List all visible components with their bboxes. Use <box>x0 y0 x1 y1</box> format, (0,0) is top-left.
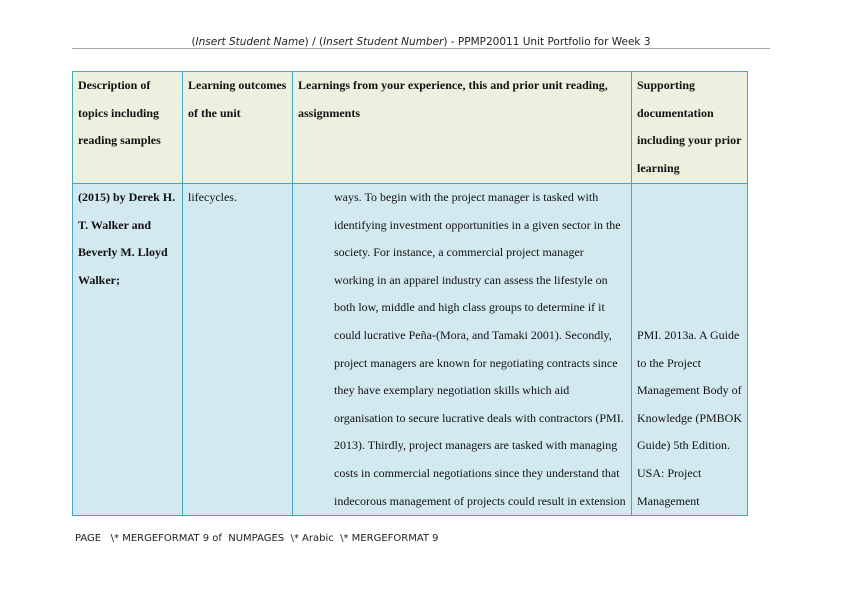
learnings-line: society. For instance, a commercial project manager <box>334 245 584 260</box>
learnings-line: project managers are known for negotiating contracts since <box>334 355 618 370</box>
page-footer: PAGE \* MERGEFORMAT 9 of NUMPAGES \* Arabic \* MERGEFORMAT 9 <box>75 533 439 544</box>
learnings-line: could lucrative Peña-(Mora, and Tamaki 2001). Secondly, <box>334 327 612 342</box>
learnings-line: both low, middle and high class groups to determine if it <box>334 300 605 315</box>
documentation-text: PMI. 2013a. A Guide to the Project Management Body of Knowledge (PMBOK Guide) 5th Edition. USA: Project Management <box>637 328 742 508</box>
cell-documentation <box>632 184 748 516</box>
learnings-line: organisation to secure lucrative deals with contractors (PMI. <box>334 410 624 425</box>
table-header-row <box>73 72 748 184</box>
header-divider <box>72 48 770 49</box>
header-separator: ) / ( <box>304 36 324 48</box>
learnings-line: indecorous management of projects could result in extension <box>334 493 626 508</box>
learnings-line: working in an apparel industry can assess the lifestyle on <box>334 272 608 287</box>
header-title: ) - PPMP20011 Unit Portfolio for Week 3 <box>443 36 651 48</box>
page-header <box>72 36 770 48</box>
header-cell-outcomes: Learning outcomes of the unit <box>183 72 293 184</box>
learnings-line: they have exemplary negotiation skills which aid <box>334 383 570 398</box>
portfolio-table <box>72 71 748 516</box>
documentation-spacer <box>637 184 742 322</box>
header-cell-learnings: Learnings from your experience, this and prior unit reading, assignments <box>293 72 632 184</box>
student-name-placeholder: Insert Student Name <box>195 36 305 48</box>
header-prefix: ( <box>191 36 196 48</box>
cell-description: (2015) by Derek H. T. Walker and Beverly M. Lloyd Walker; <box>73 184 183 516</box>
learnings-line: costs in commercial negotiations since they understand that <box>334 465 620 480</box>
header-cell-description: Description of topics including reading samples <box>73 72 183 184</box>
student-number-placeholder: Insert Student Number <box>323 36 444 48</box>
table-row <box>73 184 748 516</box>
learnings-line: 2013). Thirdly, project managers are tasked with managing <box>334 438 618 453</box>
cell-learnings <box>293 184 632 516</box>
header-cell-documentation: Supporting documentation including your prior learning <box>632 72 748 184</box>
learnings-line: identifying investment opportunities in a given sector in the <box>334 217 621 232</box>
learnings-line: ways. To begin with the project manager is tasked with <box>334 190 599 204</box>
cell-outcomes: lifecycles. <box>183 184 293 516</box>
